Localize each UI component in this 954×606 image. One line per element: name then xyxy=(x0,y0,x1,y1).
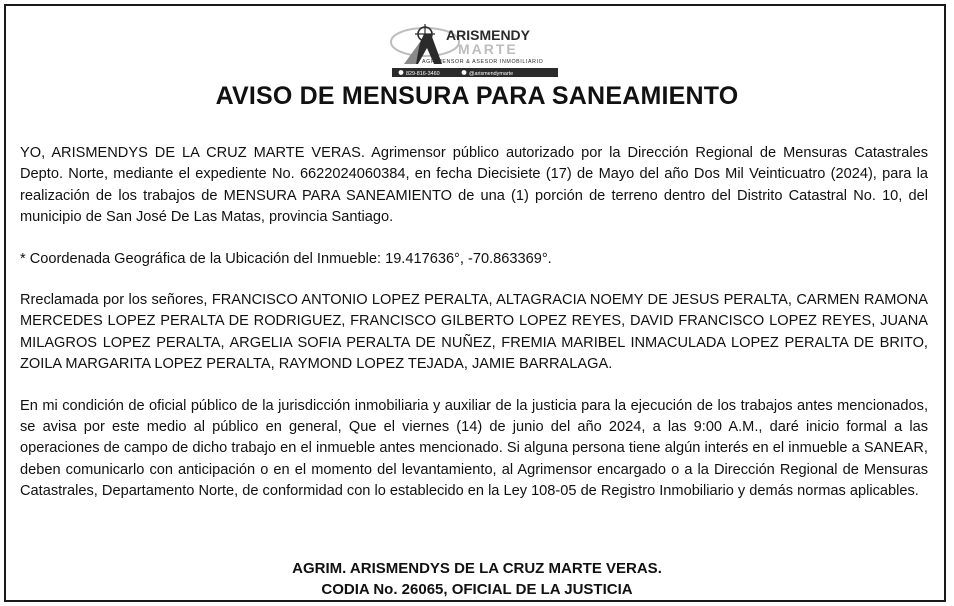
paragraph-claimants: Rreclamada por los señores, FRANCISCO ANTONIO LOPEZ PERALTA, ALTAGRACIA NOEMY DE JESUS PERALTA, CARMEN RAMONA MERCEDES LOPEZ PERALTA DE RODRIGUEZ, FRANCISCO GILBERTO LOPEZ REYES, DAVID FRANCISCO LOPEZ REYES, JUANA MILAGROS LOPEZ PERALTA, ARGELIA SOFIA PERALTA DE NUÑEZ, FREMIA MARIBEL INMACULADA LOPEZ PERALTA DE BRITO, ZOILA MARGARITA LOPEZ PERALTA, RAYMOND LOPEZ TEJADA, JAMIE BARRALAGA. xyxy=(20,292,928,373)
signature-block xyxy=(0,558,954,600)
logo-brand-line1: ARISMENDY xyxy=(446,27,531,43)
paragraph-coordinates: * Coordenada Geográfica de la Ubicación del Inmueble: 19.417636°, -70.863369°. xyxy=(20,250,552,267)
phone-icon xyxy=(399,70,404,75)
paragraph-notice: En mi condición de oficial público de la jurisdicción inmobiliaria y auxiliar de la justicia para la ejecución de los trabajos antes mencionados, se avisa por este medio al público en general, Que el viernes (14) de junio del año 2024, a las 9:00 A.M., daré inicio formal a las operaciones de campo de dicho trabajo en el inmueble antes mencionado. Si alguna persona tiene algún interés en el inmueble a SANEAR, deben comunicarlo con anticipación o en el momento del levantamiento, al Agrimensor encargado o a la Dirección Regional de Mensuras Catastrales, Departamento Norte, de conformidad con lo establecido en la Ley 108-05 de Registro Inmobiliario y demás normas aplicables. xyxy=(20,397,928,500)
paragraph-introduction: YO, ARISMENDYS DE LA CRUZ MARTE VERAS. Agrimensor público autorizado por la Dirección Regional de Mensuras Catastrales Depto. Norte, mediante el expediente No. 6622024060384, en fecha Diecisiete (17) de Mayo del año Dos Mil Veinticuatro (2024), para la realización de los trabajos de MENSURA PARA SANEAMIENTO de una (1) porción de terreno dentro del Distrito Catastral No. 10, del municipio de San José De Las Matas, provincia Santiago. xyxy=(20,145,928,226)
social-icon xyxy=(462,70,467,75)
logo-phone: 829-816-3460 xyxy=(406,71,440,77)
logo-tagline: AGRIMENSOR & ASESOR INMOBILIARIO xyxy=(422,59,544,65)
notice-body xyxy=(20,143,928,503)
signature-credential: CODIA No. 26065, OFICIAL DE LA JUSTICIA xyxy=(321,581,633,598)
logo-brand-line2: MARTE xyxy=(458,41,518,57)
notice-title: AVISO DE MENSURA PARA SANEAMIENTO xyxy=(215,82,739,110)
signature-name: AGRIM. ARISMENDYS DE LA CRUZ MARTE VERAS. xyxy=(292,560,662,577)
company-logo xyxy=(380,20,570,80)
logo-social: @arismendymarte xyxy=(469,71,514,77)
